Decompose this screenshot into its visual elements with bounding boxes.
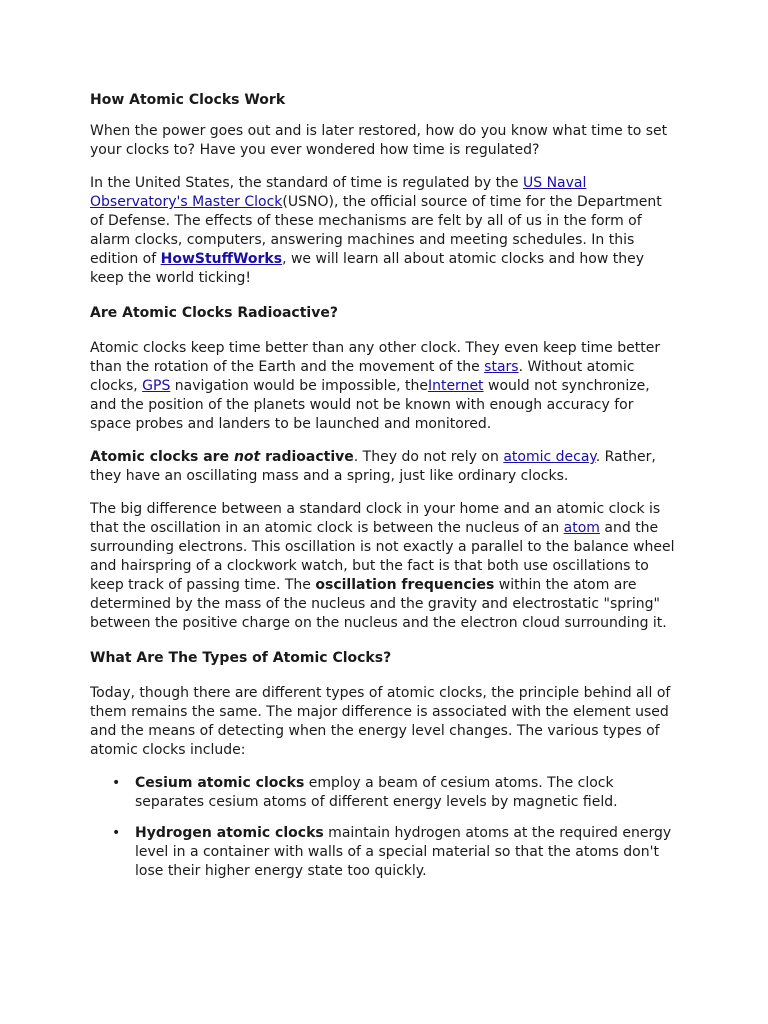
bold-italic-not: not xyxy=(233,449,261,465)
bullet-icon: • xyxy=(112,775,121,791)
bullet-icon: • xyxy=(112,825,121,841)
radioactive-heading: Are Atomic Clocks Radioactive? xyxy=(90,305,338,321)
internet-link[interactable]: Internet xyxy=(427,378,484,394)
bold-start: Atomic clocks are xyxy=(90,449,234,465)
hydrogen-bold: Hydrogen atomic clocks xyxy=(135,825,324,841)
stars-link[interactable]: stars xyxy=(484,359,519,375)
usno-text-before: In the United States, the standard of time is regulated by the xyxy=(90,175,523,191)
oscillation-frequencies-bold: oscillation frequencies xyxy=(315,577,495,593)
article-title: How Atomic Clocks Work xyxy=(90,92,286,108)
not-radioactive-paragraph xyxy=(90,448,678,486)
types-paragraph: Today, though there are different types of atomic clocks, the principle behind all of them remains the same. The major difference is associated with the element used and the means of detecting when the energy level changes. The various types of atomic clocks include: xyxy=(90,685,671,758)
timekeeping-text-1: Atomic clocks keep time better than any other clock. They even keep time better than the rotation of the Earth and the movement of the xyxy=(90,340,661,375)
not-radioactive-text-1: . They do not rely on xyxy=(353,449,504,465)
atomic-decay-link[interactable]: atomic decay xyxy=(503,449,596,465)
usno-paragraph xyxy=(90,174,678,288)
intro-paragraph: When the power goes out and is later restored, how do you know what time to set your clocks to? Have you ever wondered how time is regulated? xyxy=(90,123,668,158)
timekeeping-text-3: navigation would be impossible, the xyxy=(170,378,428,394)
types-heading: What Are The Types of Atomic Clocks? xyxy=(90,650,392,666)
oscillation-text-3: within the atom are determined by the mass of the nucleus and the gravity and electrostatic "spring" between the positive charge on the nucleus and the electron cloud surrounding it. xyxy=(90,577,667,631)
gps-link[interactable]: GPS xyxy=(142,378,171,394)
timekeeping-paragraph xyxy=(90,339,678,434)
cesium-text: employ a beam of cesium atoms. The clock separates cesium atoms of different energy levels by magnetic field. xyxy=(135,775,618,810)
clock-types-list xyxy=(90,774,678,881)
usno-text-after: (USNO), the official source of time for the Department of Defense. The effects of these mechanisms are felt by all of us in the form of alarm clocks, computers, answering machines and meeting schedules. In this edition of xyxy=(90,194,662,267)
list-item xyxy=(90,774,678,812)
timekeeping-text-4: would not synchronize, and the position of the planets would not be known with enough accuracy for space probes and landers to be launched and monitored. xyxy=(90,378,650,432)
howstuffworks-link[interactable]: HowStuffWorks xyxy=(160,251,283,267)
usno-text-end: , we will learn all about atomic clocks and how they keep the world ticking! xyxy=(90,251,645,286)
list-item xyxy=(90,824,678,881)
not-radioactive-text-2: . Rather, they have an oscillating mass and a spring, just like ordinary clocks. xyxy=(90,449,656,484)
usno-master-clock-link[interactable]: US Naval Observatory's Master Clock xyxy=(90,175,587,210)
oscillation-paragraph xyxy=(90,500,678,633)
cesium-bold: Cesium atomic clocks xyxy=(135,775,305,791)
oscillation-text-1: The big difference between a standard clock in your home and an atomic clock is that the oscillation in an atomic clock is between the nucleus of an xyxy=(90,501,661,536)
timekeeping-text-2: . Without atomic clocks, xyxy=(90,359,635,394)
not-radioactive-bold xyxy=(90,449,354,465)
atom-link[interactable]: atom xyxy=(563,520,600,536)
bold-end: radioactive xyxy=(260,449,354,465)
hydrogen-text: maintain hydrogen atoms at the required energy level in a container with walls of a special material so that the atoms don't lose their higher energy state too quickly. xyxy=(135,825,672,879)
oscillation-text-2: and the surrounding electrons. This oscillation is not exactly a parallel to the balance wheel and hairspring of a clockwork watch, but the fact is that both use oscillations to keep track of passing time. The xyxy=(90,520,675,593)
